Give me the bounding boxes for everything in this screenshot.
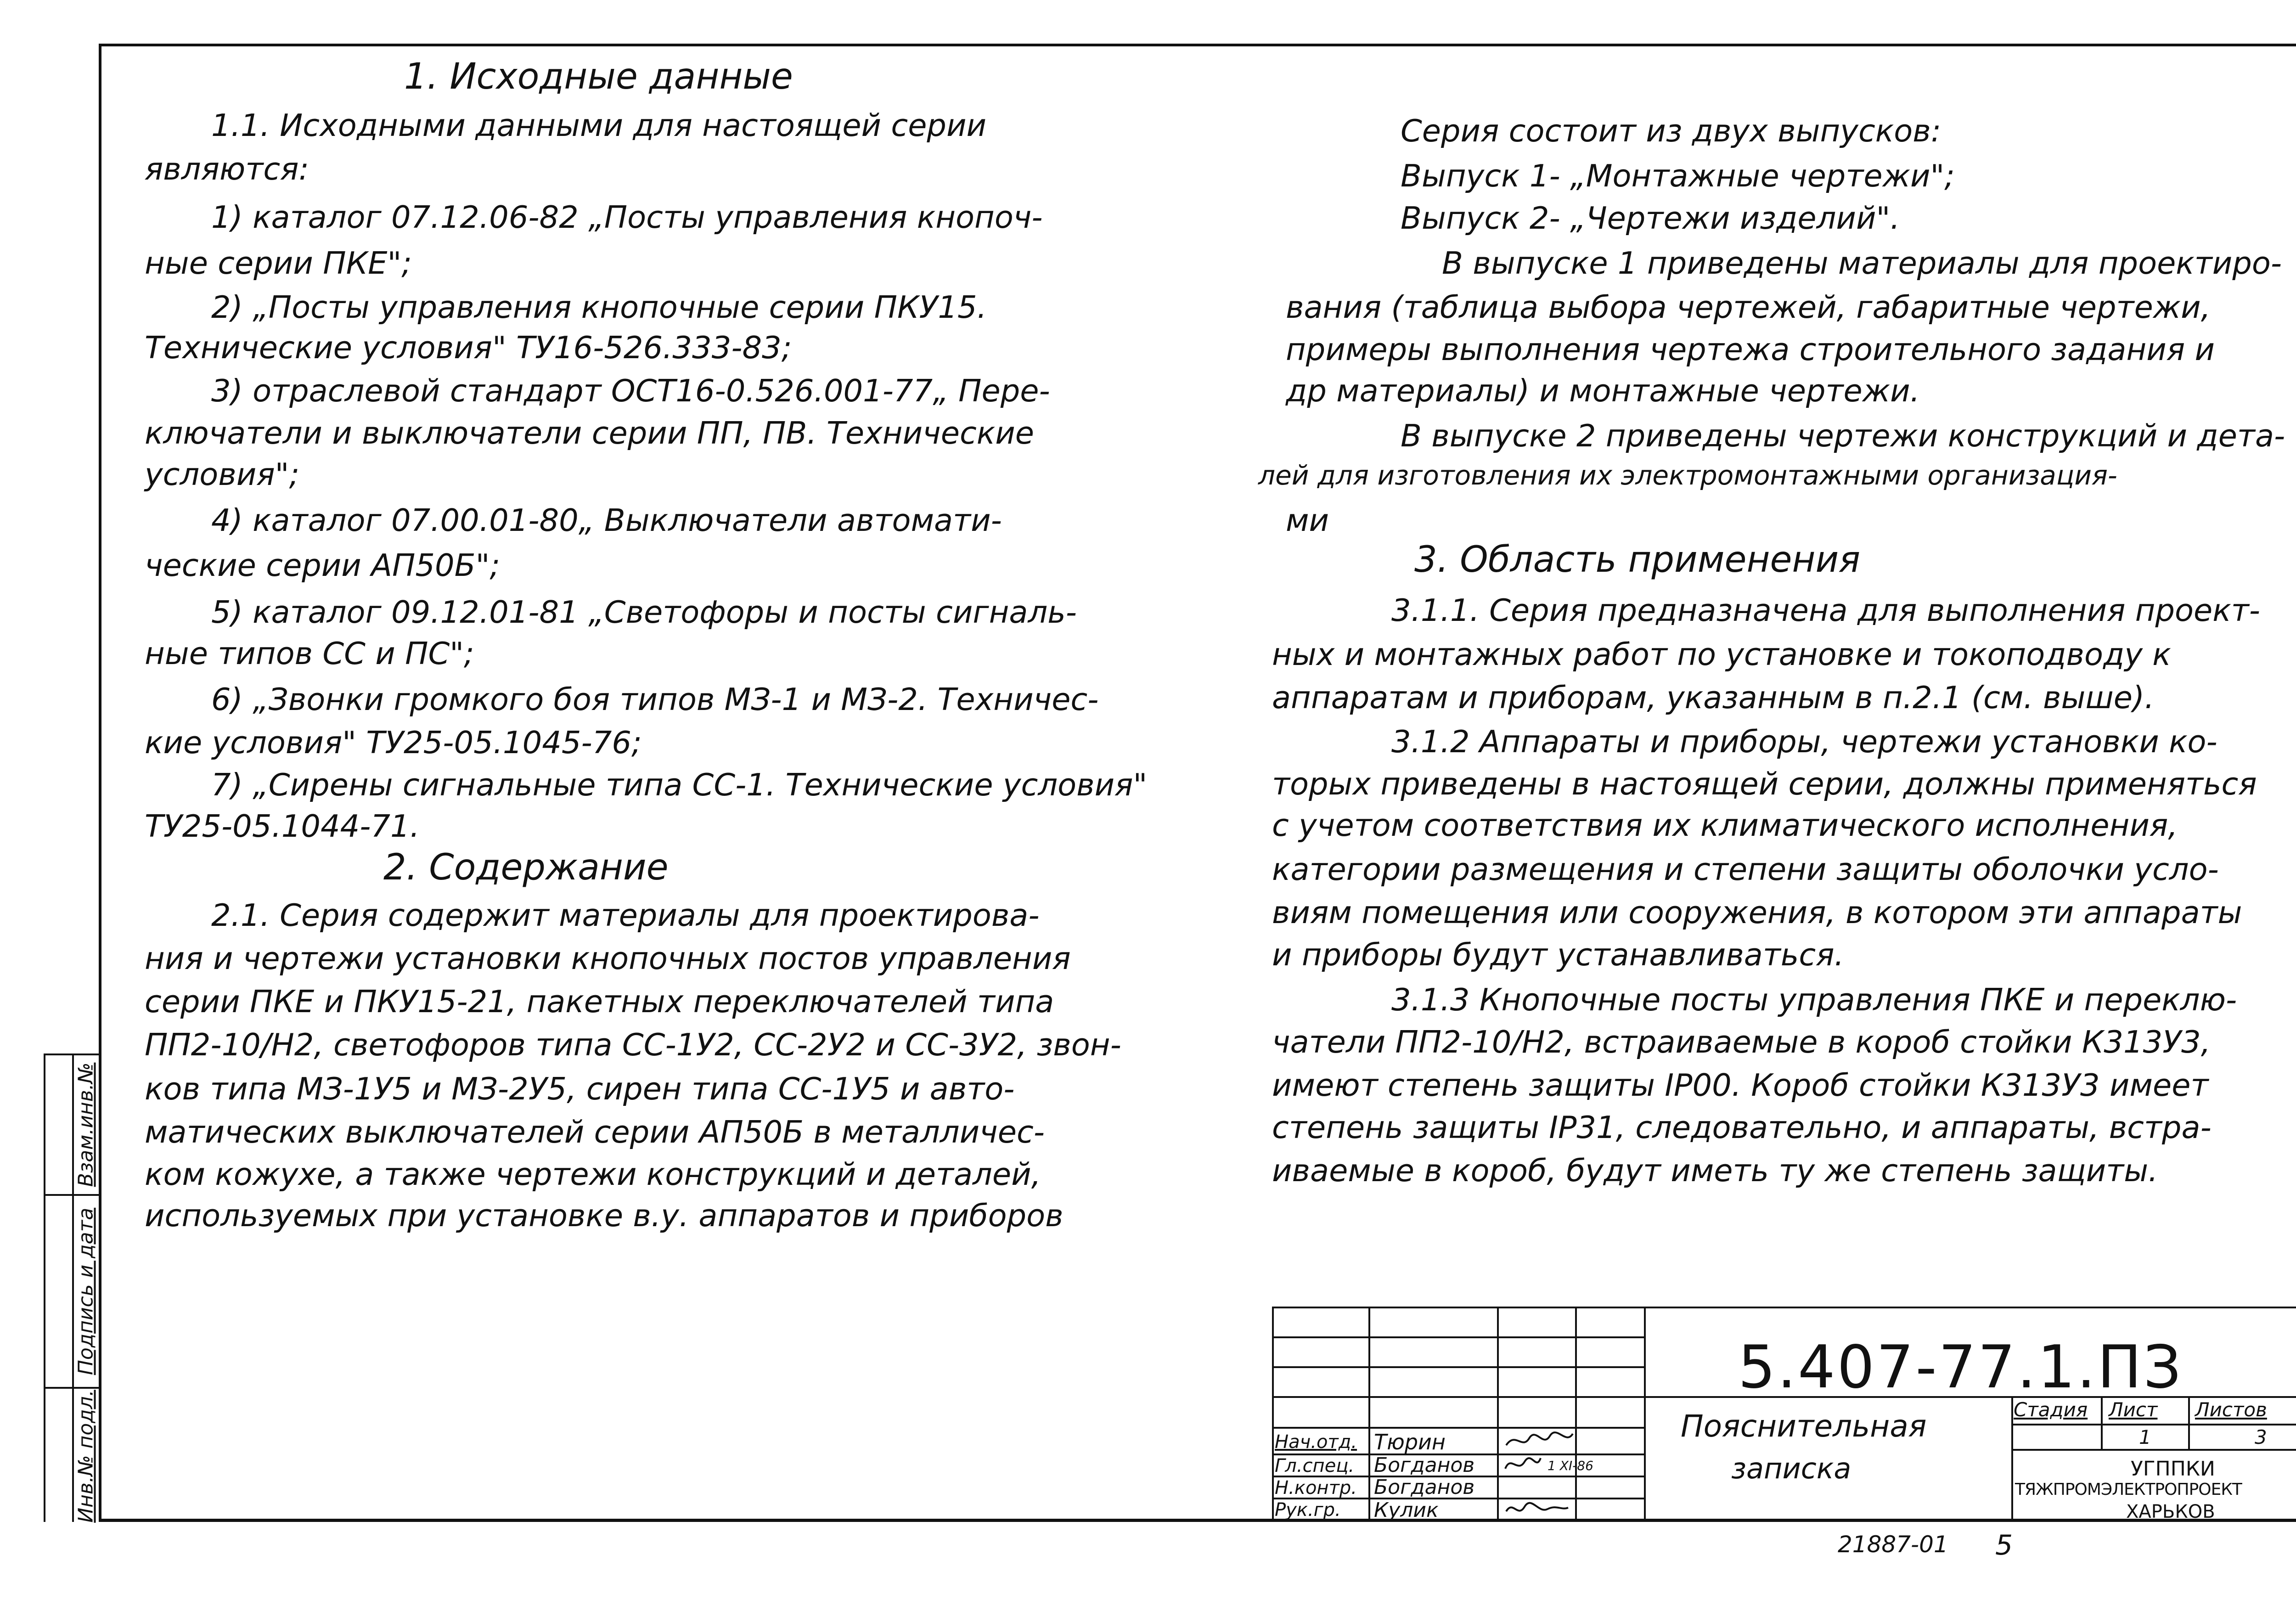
text-line: 6) „Звонки громкого боя типов МЗ-1 и МЗ-2. Техничес- — [211, 682, 1099, 717]
text-line: серии ПКЕ и ПКУ15-21, пакетных переключателей типа — [145, 984, 1054, 1020]
text-line: 3) отраслевой стандарт ОСТ16-0.526.001-77„ Пере- — [211, 373, 1050, 409]
text-line: имеют степень защиты IP00. Короб стойки К313У3 имеет — [1272, 1067, 2209, 1103]
text-line: 2) „Посты управления кнопочные серии ПКУ15. — [211, 289, 987, 325]
signature-1 — [1502, 1427, 1575, 1454]
text-line: категории размещения и степени защиты оболочки усло- — [1272, 851, 2219, 887]
text-line: лей для изготовления их электромонтажными организация- — [1258, 460, 2117, 491]
text-line: Выпуск 2- „Чертежи изделий". — [1401, 200, 1900, 236]
text-line: виям помещения или сооружения, в котором эти аппараты — [1272, 895, 2242, 930]
role-label: Н.контр. — [1275, 1477, 1357, 1499]
text-line: ные серии ПКЕ"; — [145, 245, 412, 281]
text-line: кие условия" ТУ25-05.1045-76; — [145, 725, 642, 761]
text-line: 2.1. Серия содержит материалы для проектирова- — [211, 897, 1040, 933]
text-line: 1.1. Исходными данными для настоящей серии — [211, 107, 987, 143]
listov-label: Листов — [2195, 1398, 2267, 1421]
margin-label-vzam: Взам.инв.№ — [74, 1062, 98, 1187]
text-line: ческие серии АП50Б"; — [145, 547, 500, 583]
text-line: чатели ПП2-10/Н2, встраиваемые в короб стойки К313У3, — [1272, 1024, 2211, 1060]
title-block — [1272, 1307, 2296, 1522]
org-line-1: УГППКИ — [2131, 1457, 2215, 1481]
text-line: ков типа МЗ-1У5 и МЗ-2У5, сирен типа СС-1У5 и авто- — [145, 1071, 1015, 1107]
role-label: Нач.отд. — [1275, 1431, 1357, 1453]
text-line: 4) каталог 07.00.01-80„ Выключатели автомати- — [211, 502, 1002, 538]
text-line: с учетом соответствия их климатического исполнения, — [1272, 807, 2178, 843]
text-line: 7) „Сирены сигнальные типа СС-1. Технические условия" — [211, 767, 1148, 803]
text-line: В выпуске 2 приведены чертежи конструкций и дета- — [1401, 418, 2285, 454]
listov-value: 3 — [2255, 1426, 2267, 1448]
text-line: Серия состоит из двух выпусков: — [1401, 113, 1941, 149]
text-line: матических выключателей серии АП50Б в металличес- — [145, 1114, 1045, 1150]
margin-label-inv: Инв.№ подл. — [74, 1390, 98, 1523]
org-line-2: ТЯЖПРОМЭЛЕКТРОПРОЕКТ — [2015, 1480, 2242, 1499]
section2-heading: 2. Содержание — [383, 847, 669, 888]
text-line: иваемые в короб, будут иметь ту же степень защиты. — [1272, 1153, 2158, 1189]
text-line: и приборы будут устанавливаться. — [1272, 937, 1844, 973]
text-line: ные типов СС и ПС"; — [145, 636, 474, 671]
document-code: 5.407-77.1.ПЗ — [1738, 1333, 2183, 1402]
text-line: ключатели и выключатели серии ПП, ПВ. Технические — [145, 415, 1035, 451]
role-label: Гл.спец. — [1275, 1455, 1355, 1476]
text-line: аппаратам и приборам, указанным в п.2.1 (см. выше). — [1272, 680, 2155, 715]
text-line: ния и чертежи установки кнопочных постов управления — [145, 941, 1071, 976]
text-line: примеры выполнения чертежа строительного задания и — [1286, 332, 2215, 367]
list-label: Лист — [2109, 1398, 2158, 1421]
text-line: 5) каталог 09.12.01-81 „Светофоры и посты сигналь- — [211, 594, 1077, 630]
margin-stamp — [44, 1054, 99, 1522]
document-title-line-2: записка — [1731, 1452, 1851, 1485]
stadiya-label: Стадия — [2014, 1398, 2088, 1421]
text-line: ПП2-10/Н2, светофоров типа СС-1У2, СС-2У2 и СС-3У2, звон- — [145, 1027, 1121, 1063]
org-line-3: ХАРЬКОВ — [2126, 1501, 2215, 1522]
signature-4 — [1502, 1498, 1570, 1521]
margin-cell-inv — [45, 1389, 99, 1524]
text-line: степень защиты IP31, следовательно, и аппараты, встра- — [1272, 1110, 2212, 1145]
text-line: 1) каталог 07.12.06-82 „Посты управления кнопоч- — [211, 199, 1043, 235]
section3-heading: 3. Область применения — [1414, 539, 1861, 580]
text-line: 3.1.2 Аппараты и приборы, чертежи установки ко- — [1391, 724, 2217, 760]
text-line: Выпуск 1- „Монтажные чертежи"; — [1401, 158, 1955, 194]
list-value: 1 — [2139, 1426, 2151, 1448]
text-line: торых приведены в настоящей серии, должны применяться — [1272, 766, 2257, 802]
margin-cell-vzam — [45, 1055, 99, 1196]
person-name: Богданов — [1374, 1476, 1475, 1499]
text-line: др материалы) и монтажные чертежи. — [1286, 373, 1920, 409]
text-line: Технические условия" ТУ16-526.333-83; — [145, 330, 792, 366]
signature-2 — [1502, 1453, 1543, 1476]
person-name: Кулик — [1374, 1499, 1439, 1522]
text-line: являются: — [145, 151, 310, 187]
footer-doc-number: 21887-01 — [1838, 1531, 1948, 1558]
margin-label-podpis: Подпись и дата — [74, 1207, 98, 1375]
text-line: 3.1.1. Серия предназначена для выполнения проект- — [1391, 592, 2260, 628]
section1-heading: 1. Исходные данные — [404, 56, 793, 97]
text-line: 3.1.3 Кнопочные посты управления ПКЕ и переклю- — [1391, 982, 2237, 1018]
role-label: Рук.гр. — [1275, 1499, 1341, 1521]
person-name: Тюрин — [1374, 1430, 1446, 1454]
text-line: ных и монтажных работ по установке и токоподводу к — [1272, 637, 2171, 672]
text-line: ТУ25-05.1044-71. — [145, 808, 420, 844]
text-line: вания (таблица выбора чертежей, габаритные чертежи, — [1286, 289, 2211, 325]
text-line: ми — [1286, 502, 1329, 538]
person-name: Богданов — [1374, 1454, 1475, 1477]
sign-date: 1 XI-86 — [1548, 1458, 1593, 1473]
text-line: используемых при установке в.у. аппаратов и приборов — [145, 1198, 1064, 1234]
document-title-line-1: Пояснительная — [1681, 1408, 1927, 1444]
text-line: ком кожухе, а также чертежи конструкций и деталей, — [145, 1156, 1041, 1192]
text-line: условия"; — [145, 456, 300, 492]
text-line: В выпуске 1 приведены материалы для проектиро- — [1442, 245, 2282, 281]
margin-cell-podpis — [45, 1196, 99, 1389]
footer-page-number: 5 — [1995, 1529, 2013, 1561]
